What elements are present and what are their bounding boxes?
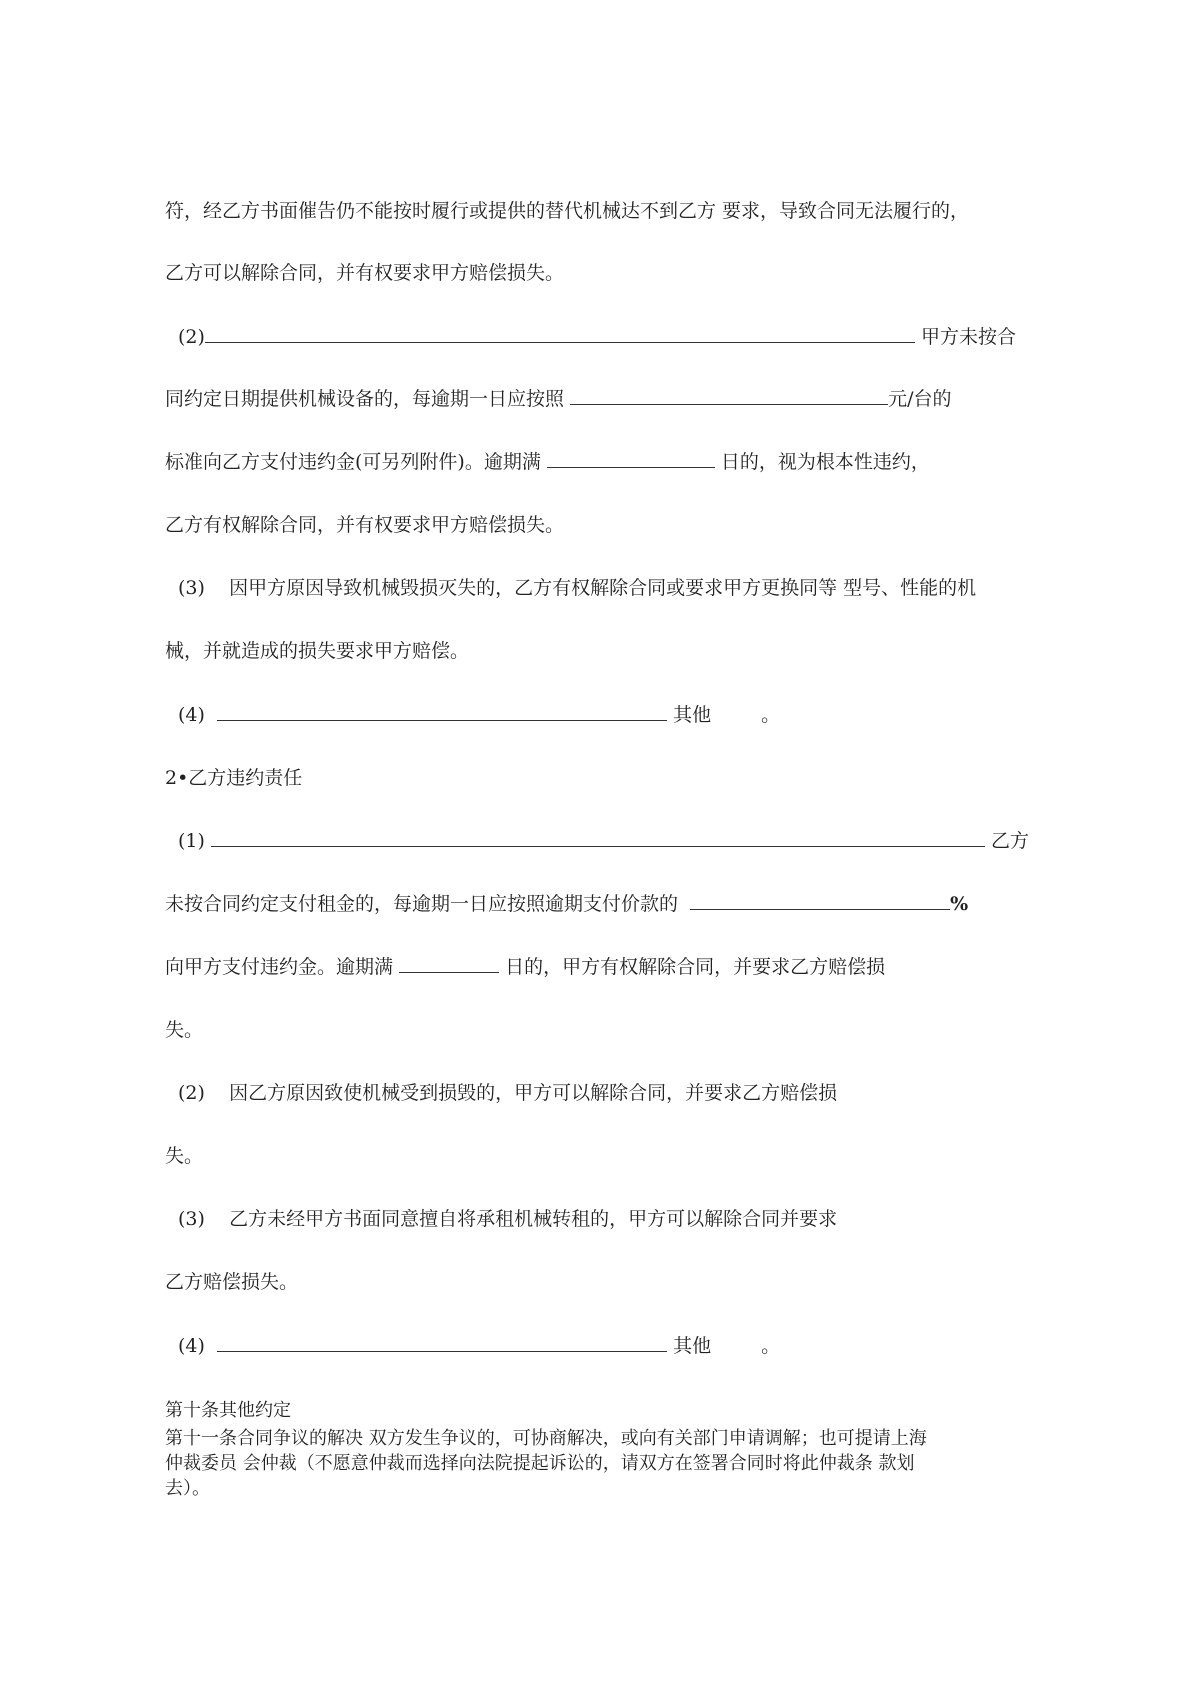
clause-line: [178, 828, 1029, 854]
blank-field[interactable]: [211, 828, 985, 847]
clause-text: 乙方: [991, 830, 1030, 852]
clause-line: [178, 1333, 780, 1359]
clause-text: 其他: [673, 704, 712, 726]
clause-number: (2): [178, 1082, 205, 1104]
paragraph-line: 失。: [165, 1145, 204, 1167]
clause-text: 同约定日期提供机械设备的，每逾期一日应按照: [165, 388, 565, 410]
blank-field[interactable]: [547, 449, 715, 468]
clause-line: [178, 324, 1016, 350]
clause-text: 日的，甲方有权解除合同，并要求乙方赔偿损: [505, 956, 886, 978]
paragraph-line: 乙方可以解除合同，并有权要求甲方赔偿损失。: [165, 262, 565, 284]
clause-text: 日的，视为根本性违约，: [720, 451, 930, 473]
article-title: 第十条其他约定: [165, 1400, 291, 1421]
clause-line: [178, 1080, 837, 1106]
blank-field[interactable]: [570, 386, 888, 405]
clause-number: (2): [178, 326, 205, 348]
article-text: 去）。: [165, 1478, 210, 1499]
clause-text: 未按合同约定支付租金的，每逾期一日应按照逾期支付价款的: [165, 893, 679, 915]
clause-number: (3): [178, 1208, 205, 1230]
article-text: 第十一条合同争议的解决 双方发生争议的，可协商解决，或向有关部门申请调解；也可提请上海: [165, 1428, 927, 1449]
clause-text: 。: [761, 704, 781, 726]
clause-text: 因乙方原因致使机械受到损毁的，甲方可以解除合同，并要求乙方赔偿损: [229, 1082, 838, 1104]
paragraph-line: 符，经乙方书面催告仍不能按时履行或提供的替代机械达不到乙方 要求，导致合同无法履行的，: [165, 200, 970, 222]
blank-field[interactable]: [690, 891, 950, 910]
clause-text: 向甲方支付违约金。逾期满: [165, 956, 394, 978]
clause-text: 其他: [673, 1335, 712, 1357]
clause-line: [178, 575, 976, 601]
clause-number: (3): [178, 577, 205, 599]
clause-line: [165, 891, 968, 917]
clause-line: [165, 449, 930, 475]
clause-number: (1): [178, 830, 205, 852]
clause-line: [165, 386, 951, 412]
section-title: 2•乙方违约责任: [165, 767, 303, 789]
blank-field[interactable]: [217, 702, 667, 721]
clause-text: 乙方未经甲方书面同意擅自将承租机械转租的，甲方可以解除合同并要求: [229, 1208, 838, 1230]
clause-text: 。: [761, 1335, 781, 1357]
clause-text: 标准向乙方支付违约金(可另列附件)。逾期满: [165, 451, 541, 473]
clause-line: [178, 1206, 837, 1232]
article-text: 仲裁委员 会仲裁（不愿意仲裁而选择向法院提起诉讼的，请双方在签署合同时将此仲裁条 款划: [165, 1453, 915, 1474]
paragraph-line: 乙方赔偿损失。: [165, 1271, 299, 1293]
clause-number: (4): [178, 1335, 205, 1357]
blank-field[interactable]: [399, 954, 499, 973]
blank-field[interactable]: [217, 1333, 667, 1352]
clause-text: 甲方未按合: [920, 326, 1016, 348]
clause-number: (4): [178, 704, 205, 726]
clause-line: [178, 702, 780, 728]
clause-text: 因甲方原因导致机械毁损灭失的，乙方有权解除合同或要求甲方更换同等 型号、性能的机: [229, 577, 977, 599]
clause-text: %: [950, 893, 969, 915]
clause-line: [165, 954, 885, 980]
blank-field[interactable]: [205, 324, 915, 343]
paragraph-line: 乙方有权解除合同，并有权要求甲方赔偿损失。: [165, 514, 565, 536]
clause-text: 元/台的: [888, 388, 952, 410]
paragraph-line: 失。: [165, 1019, 204, 1041]
paragraph-line: 械，并就造成的损失要求甲方赔偿。: [165, 640, 470, 662]
